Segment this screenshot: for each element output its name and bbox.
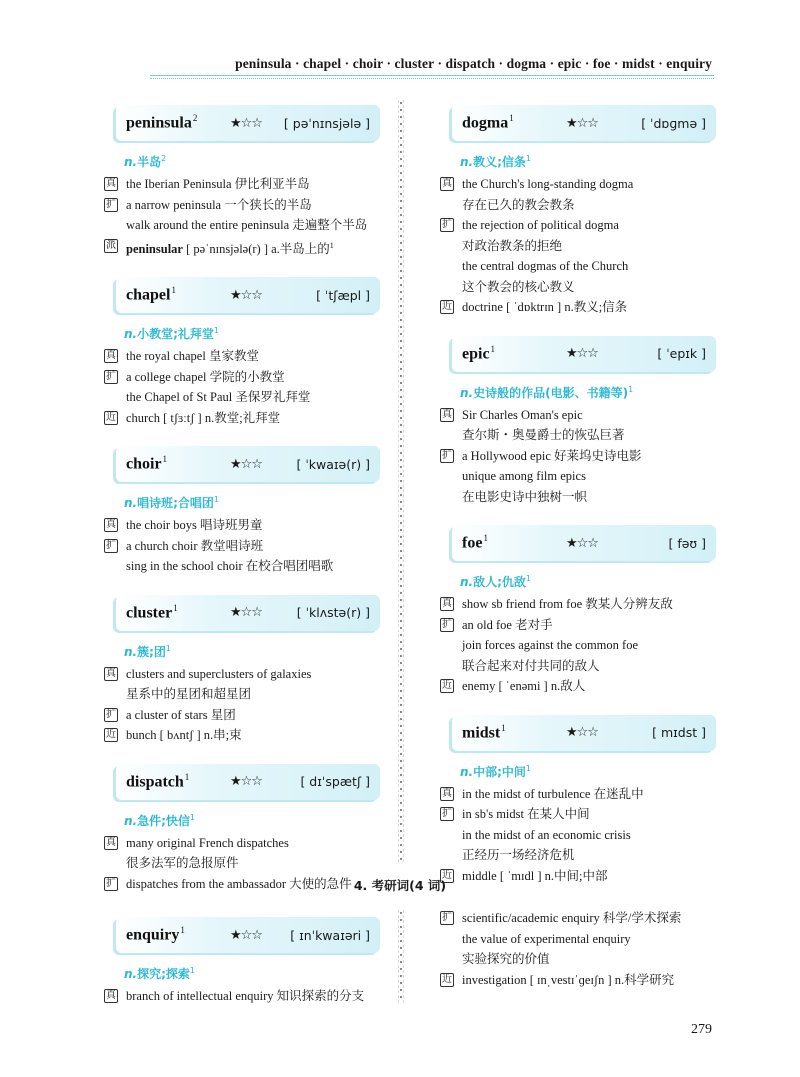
example-line: 扩 a Hollywood epic 好莱坞史诗电影: [442, 448, 642, 463]
tag-zhen-icon: 真: [106, 519, 116, 531]
entry-header: [452, 525, 716, 561]
pronunciation: [ dɪˈspætʃ ]: [300, 774, 370, 790]
headword: chapel$^1$: [126, 285, 176, 304]
example-line: 扩 scientific/academic enquiry 科学/学术探索: [442, 911, 682, 925]
example-translation: 正经历一场经济危机: [462, 847, 575, 862]
entry-dispatch: [104, 764, 384, 895]
tag-zhen-icon: 真: [442, 787, 452, 799]
sense: n.探究;探索$^1$: [124, 966, 196, 981]
example-line: 真 Sir Charles Oman's epic: [442, 407, 583, 422]
headword: peninsula$^2$: [126, 113, 198, 132]
tag-pai-icon: 派: [106, 239, 116, 251]
example-line: 扩 a narrow peninsula 一个狭长的半岛: [106, 197, 312, 212]
running-head: peninsula · chapel · choir · cluster · dispatch · dogma · epic · foe · midst · enquiry: [235, 56, 712, 71]
sense: n.半岛$^2$: [124, 154, 167, 169]
tag-kuo-icon: 扩: [106, 877, 116, 889]
example-line: 真 the royal chapel 皇家教堂: [106, 349, 259, 364]
example-line: 真 the choir boys 唱诗班男童: [106, 518, 263, 533]
derived-line: 派 peninsular [ pəˈnɪnsjələ(r) ] a.半岛上的$^1$: [106, 239, 334, 256]
tag-kuo-icon: 扩: [106, 370, 116, 382]
tag-kuo-icon: 扩: [442, 618, 452, 630]
headword: midst$^1$: [462, 722, 506, 742]
entry-choir: [104, 446, 384, 577]
entry-header: [116, 277, 380, 313]
example-translation: 存在已久的教会教条: [462, 196, 575, 212]
tag-zhen-icon: 真: [106, 836, 116, 848]
tag-kuo-icon: 扩: [442, 219, 452, 230]
sense: n.敌人;仇敌$^1$: [460, 574, 532, 589]
frequency-stars-icon: ★☆☆: [230, 774, 262, 790]
section-title: 4. 考研词(4 词): [353, 878, 447, 893]
right-column: [440, 105, 720, 886]
headword: choir$^1$: [126, 454, 168, 473]
tag-kuo-icon: 扩: [442, 808, 452, 819]
example-line: in the midst of an economic crisis: [462, 827, 631, 842]
tag-kuo-icon: 扩: [442, 449, 452, 461]
example-line: 扩 dispatches from the ambassador 大使的急件: [106, 876, 352, 891]
entry-epic: [440, 336, 720, 508]
entry-header: [116, 917, 380, 953]
sense: n.中部;中间$^1$: [460, 763, 532, 779]
entry-header: [452, 715, 716, 751]
sense: n.小教堂;礼拜堂$^1$: [124, 326, 220, 342]
frequency-stars-icon: ★☆☆: [230, 927, 262, 943]
tag-jin-icon: 近: [442, 680, 452, 691]
example-line: walk around the entire peninsula 走遍整个半岛: [126, 218, 368, 232]
entry-foe: [440, 525, 720, 697]
example-translation: 实验探究的价值: [462, 951, 550, 966]
entry-midst: [440, 715, 720, 887]
pronunciation: [ mɪdst ]: [652, 725, 706, 740]
example-line: 扩 the rejection of political dogma: [442, 218, 619, 232]
entry-header: [116, 595, 380, 631]
example-line: 真 clusters and superclusters of galaxies: [106, 666, 312, 681]
frequency-stars-icon: ★☆☆: [230, 287, 262, 303]
example-translation: 对政治教条的拒绝: [462, 237, 563, 253]
example-line: 真 the Iberian Peninsula 伊比利亚半岛: [106, 177, 310, 191]
example-line: 扩 in sb's midst 在某人中间: [442, 807, 590, 821]
example-line: the value of experimental enquiry: [462, 931, 631, 946]
tag-zhen-icon: 真: [442, 178, 452, 189]
example-line: the central dogmas of the Church: [462, 259, 629, 273]
pronunciation: [ ɪnˈkwaɪəri ]: [290, 927, 370, 943]
tag-kuo-icon: 扩: [442, 912, 452, 923]
example-line: unique among film epics: [462, 469, 586, 483]
headword: foe$^1$: [462, 533, 488, 552]
tag-zhen-icon: 真: [106, 350, 116, 362]
entry-header: [116, 446, 380, 482]
example-line: 扩 an old foe 老对手: [442, 617, 553, 632]
entry-header: [116, 105, 380, 141]
tag-zhen-icon: 真: [442, 598, 452, 609]
synonym-line: 近 doctrine [ ˈdɒktrɪn ] n.教义;信条: [442, 300, 628, 314]
sense: n.急件;快信$^1$: [124, 812, 196, 828]
example-line: 真 show sb friend from foe 教某人分辨友敌: [442, 597, 673, 611]
sense: n.史诗般的作品(电影、书籍等)$^1$: [460, 384, 634, 400]
tag-kuo-icon: 扩: [106, 708, 116, 720]
right-column-lower: [440, 908, 720, 990]
frequency-stars-icon: ★☆☆: [230, 456, 262, 472]
pronunciation: [ ˈepɪk ]: [657, 346, 706, 361]
tag-jin-icon: 近: [442, 973, 452, 985]
tag-jin-icon: 近: [442, 301, 452, 312]
example-line: 真 branch of intellectual enquiry 知识探索的分支: [106, 989, 365, 1003]
synonym-line: 近 middle [ ˈmɪdl ] n.中间;中部: [442, 868, 608, 883]
example-translation: 星系中的星团和超星团: [126, 686, 252, 702]
pronunciation: [ fəʊ ]: [668, 535, 706, 551]
frequency-stars-icon: ★☆☆: [566, 346, 598, 361]
tag-jin-icon: 近: [106, 729, 116, 741]
headword: dispatch$^1$: [126, 771, 190, 791]
example-line: 扩 a cluster of stars 星团: [106, 707, 236, 722]
column-divider: [398, 910, 404, 1003]
tag-zhen-icon: 真: [106, 667, 116, 679]
headword: cluster$^1$: [126, 602, 178, 622]
page-number: 279: [691, 1022, 712, 1037]
left-column: [104, 105, 384, 894]
tag-zhen-icon: 真: [106, 178, 116, 189]
frequency-stars-icon: ★☆☆: [230, 605, 262, 621]
example-line: 真 the Church's long-standing dogma: [442, 177, 634, 191]
left-column-lower: [104, 917, 384, 1007]
example-line: 扩 a church choir 教堂唱诗班: [106, 538, 264, 553]
example-line: 扩 a college chapel 学院的小教堂: [106, 369, 285, 384]
entry-peninsula: [104, 105, 384, 259]
tag-zhen-icon: 真: [442, 408, 452, 420]
example-line: 真 many original French dispatches: [106, 835, 289, 850]
tag-jin-icon: 近: [106, 411, 116, 423]
synonym-line: 近 investigation [ ɪnˌvestɪˈɡeɪʃn ] n.科学研究: [442, 972, 675, 987]
synonym-line: 近 bunch [ bʌntʃ ] n.串;束: [106, 728, 242, 743]
frequency-stars-icon: ★☆☆: [566, 725, 598, 740]
example-translation: 在电影史诗中独树一帜: [462, 488, 588, 504]
example-translation: 联合起来对付共同的敌人: [462, 657, 600, 673]
tag-kuo-icon: 扩: [106, 539, 116, 551]
pronunciation: [ pəˈnɪnsjələ ]: [283, 115, 370, 131]
column-divider: [398, 100, 404, 862]
frequency-stars-icon: ★☆☆: [230, 115, 262, 131]
synonym-line: 近 enemy [ ˈenəmi ] n.敌人: [442, 679, 586, 693]
entry-chapel: [104, 277, 384, 428]
headword: epic$^1$: [462, 343, 496, 363]
tag-jin-icon: 近: [442, 869, 452, 881]
entry-dogma: [440, 105, 720, 318]
pronunciation: [ ˈtʃæpl ]: [316, 287, 370, 303]
entry-cluster: [104, 595, 384, 746]
example-line: join forces against the common foe: [462, 638, 638, 652]
pronunciation: [ ˈkwaɪə(r) ]: [296, 456, 370, 472]
example-translation: 查尔斯・奥曼爵士的恢弘巨著: [462, 427, 625, 442]
entry-header: [116, 764, 380, 800]
sense: n.唱诗班;合唱团$^1$: [124, 495, 220, 511]
header-rule: [150, 75, 714, 76]
pronunciation: [ ˈklʌstə(r) ]: [296, 605, 370, 621]
example-line: 真 in the midst of turbulence 在迷乱中: [442, 786, 644, 801]
frequency-stars-icon: ★☆☆: [566, 115, 598, 131]
example-line: the Chapel of St Paul 圣保罗礼拜堂: [126, 390, 311, 405]
synonym-line: 近 church [ tʃɜːtʃ ] n.教堂;礼拜堂: [106, 410, 281, 425]
sense: n.簇;团$^1$: [124, 643, 172, 659]
sense: n.教义;信条$^1$: [460, 154, 532, 169]
headword: enquiry$^1$: [126, 925, 185, 944]
entry-header: [452, 336, 716, 372]
tag-kuo-icon: 扩: [106, 198, 116, 210]
tag-zhen-icon: 真: [106, 990, 116, 1001]
example-line: sing in the school choir 在校合唱团唱歌: [126, 559, 334, 574]
entry-enquiry: [104, 917, 384, 1007]
example-translation: 很多法军的急报原件: [126, 855, 239, 871]
pronunciation: [ ˈdɒɡmə ]: [641, 115, 706, 131]
example-translation: 这个教会的核心教义: [462, 278, 575, 294]
headword: dogma$^1$: [462, 113, 514, 132]
entry-header: [452, 105, 716, 141]
frequency-stars-icon: ★☆☆: [566, 535, 598, 551]
